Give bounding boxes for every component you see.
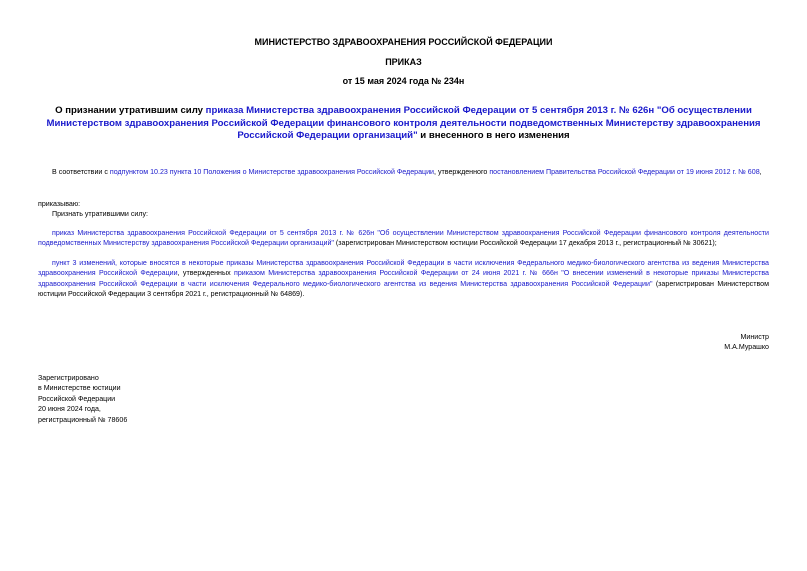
registration-line-4: 20 июня 2024 года, — [38, 405, 101, 414]
item2-link-changes[interactable]: пункт 3 изменений, которые вносятся в некоторые приказы Министерства здравоохранения Российской Федерации в части исключения Федерального медико-биологического агентства из ведения Министерства здравоохранения Российской Федерации — [38, 259, 769, 278]
item2-text-2: (зарегистрирован Министерством юстиции Российской Федерации 3 сентября 2021 г., регистрационный № 64869). — [38, 279, 769, 299]
signature-block — [724, 332, 769, 353]
signature-position: Министр — [740, 333, 769, 341]
registration-line-2: в Министерстве юстиции — [38, 384, 121, 393]
preamble-text-2: , утвержденного — [434, 168, 490, 176]
list-item-1 — [38, 228, 769, 249]
list-item-2 — [38, 258, 769, 300]
title-prefix: О признании утратившим силу — [55, 105, 206, 116]
registration-line-1: Зарегистрировано — [38, 374, 99, 382]
document-date-number: от 15 мая 2024 года № 234н — [342, 76, 465, 86]
title-link[interactable]: приказа Министерства здравоохранения Российской Федерации от 5 сентября 2013 г. № 626н "Об осуществлении Министерством здравоохранения Российской Федерации финансового контроля деятельности подведомственных Министерству здравоохранения Российской Федерации организаций" — [46, 105, 761, 141]
item1-text: (зарегистрирован Министерством юстиции Российской Федерации 17 декабря 2013 г., регистрационный № 30621); — [333, 239, 717, 248]
item2-link-order[interactable]: приказом Министерства здравоохранения Российской Федерации от 24 июня 2021 г. № 666н "О внесении изменений в некоторые приказы Министерства здравоохранения Российской Федерации в части исключения Федерального медико-биологического агентства из ведения Министерства здравоохранения Российской Федерации" — [38, 269, 769, 288]
item2-text-1: , утвержденных — [177, 269, 234, 278]
signature-name: М.А.Мурашко — [724, 343, 769, 352]
document-type: ПРИКАЗ — [385, 57, 422, 67]
ministry-name: МИНИСТЕРСТВО ЗДРАВООХРАНЕНИЯ РОССИЙСКОЙ ФЕДЕРАЦИИ — [254, 37, 553, 47]
prikazyvayu-text: приказываю: — [38, 200, 81, 208]
registration-block — [38, 373, 127, 425]
preamble-text-3: , — [759, 168, 762, 176]
preamble-paragraph — [38, 167, 769, 177]
title-suffix: и внесенного в него изменения — [417, 130, 570, 141]
item1-link[interactable]: приказ Министерства здравоохранения Российской Федерации от 5 сентября 2013 г. № 626н "Об осуществлении Министерством здравоохранения Российской Федерации финансового контроля деятельности подведомственных Министерству здравоохранения Российской Федерации организаций" — [38, 229, 769, 248]
preamble-link-regulation[interactable]: подпунктом 10.23 пункта 10 Положения о Министерстве здравоохранения Российской Федерации — [109, 168, 435, 176]
registration-line-5: регистрационный № 78606 — [38, 415, 128, 424]
registration-line-3: Российской Федерации — [38, 394, 116, 403]
document-title — [40, 105, 767, 143]
preamble-link-resolution[interactable]: постановлением Правительства Российской Федерации от 19 июня 2012 г. № 608 — [489, 168, 760, 176]
preamble-text-1: В соответствии с — [52, 168, 110, 176]
recognize-text: Признать утратившими силу: — [52, 210, 149, 218]
